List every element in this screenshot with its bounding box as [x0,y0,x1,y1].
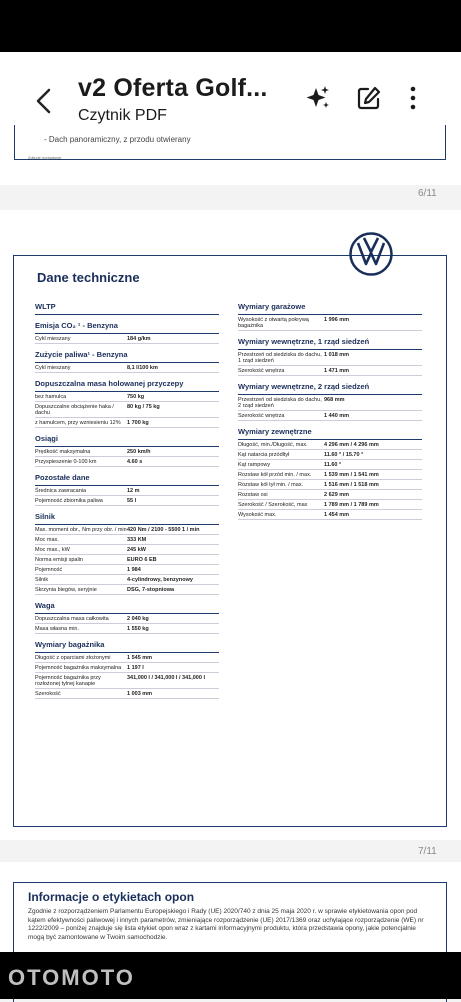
spec-row [238,350,422,366]
spec-label: Średnica zawracania [35,487,87,494]
spec-row [35,535,219,545]
more-vertical-icon[interactable] [402,85,424,111]
spec-label: Cykl mieszany [35,364,71,371]
spec-label: Max. moment obr., Nm przy obr. / min [35,526,127,533]
spec-section-header: Wymiary zewnętrzne [238,425,422,440]
spec-row [238,395,422,411]
spec-row [35,545,219,555]
spec-value: 11.60 ° [324,461,342,468]
spec-label: Masa własna min. [35,625,80,632]
spec-row [238,366,422,376]
spec-row [35,486,219,496]
spec-value: 4.60 s [127,458,143,465]
tyre-info-title: Informacje o etykietach opon [28,890,195,904]
spec-row [35,585,219,595]
spec-label: Kąt natarcia przódltył [238,451,290,458]
spec-section-header: Wymiary wewnętrzne, 2 rząd siedzeń [238,380,422,395]
spec-row [238,440,422,450]
spec-row [35,653,219,663]
spec-label: Szerokość [35,690,61,697]
spec-value: 184 g/km [127,335,151,342]
spec-row [238,500,422,510]
spec-label: Pojemność bagażnika maksymalna [35,664,122,671]
spec-value: 1 440 mm [324,412,350,419]
spec-value: 4 296 mm / 4 296 mm [324,441,379,448]
spec-value: 1 516 mm / 1 518 mm [324,481,379,488]
spec-value: 2 040 kg [127,615,149,622]
app-bar [0,52,461,135]
spec-value: 1 789 mm / 1 789 mm [324,501,379,508]
spec-value: 245 kW [127,546,146,553]
spec-row [238,460,422,470]
spec-row [35,418,219,428]
pdf-page-6 [0,135,461,185]
spec-label: Pojemność zbiornika paliwa [35,497,103,504]
spec-value: 1 003 mm [127,690,153,697]
spec-label: Przyspieszenie 0-100 km [35,458,97,465]
spec-value: 55 l [127,497,137,504]
spec-label: Dopuszczalna masa całkowita [35,615,109,622]
spec-value: 1 700 kg [127,419,149,426]
spec-row [35,565,219,575]
status-bar [0,0,461,52]
spec-label: Pojemność bagażnika przy rozłożonej tylnej kanapie [35,674,101,687]
spec-row [238,450,422,460]
spec-value: DSG, 7-stopniowa [127,586,175,593]
app-subtitle: Czytnik PDF [78,107,167,124]
document-title: v2 Oferta Golf... [78,74,268,102]
spec-label: Wysokość max. [238,511,277,518]
spec-value: 968 mm [324,396,345,403]
spec-value: 8,1 l/100 km [127,364,158,371]
section-title: Dane techniczne [37,270,140,285]
spec-value: 1 545 mm [127,654,153,661]
spec-label: Cykl mieszany [35,335,71,342]
back-arrow-icon[interactable] [30,86,60,116]
spec-label: z hamulcem, przy wzniesieniu 12% [35,419,121,426]
spec-row [238,470,422,480]
spec-section-header: Pozostałe dane [35,471,219,486]
spec-row [238,411,422,421]
spec-label: Rozstaw osi [238,491,268,498]
spec-row [35,525,219,535]
spec-section-header: Wymiary garażowe [238,300,422,315]
spec-label: Szerokość wnętrza [238,412,285,419]
page-number-7: 7/11 [418,846,437,857]
spec-row [35,614,219,624]
spec-value: 750 kg [127,393,145,400]
spec-row [35,555,219,565]
spec-value: 341,000 l / 341,000 l / 341,000 l [127,674,205,681]
spec-row [35,689,219,699]
spec-label: Skrzynia biegów, seryjnie [35,586,97,593]
spec-value: 1 539 mm / 1 541 mm [324,471,379,478]
spec-row [35,334,219,344]
pdf-page-7 [0,210,461,840]
spec-value: 1 197 l [127,664,144,671]
tyre-info-text: Zgodnie z rozporządzeniem Parlamentu Europejskiego i Rady (UE) 2020/740 z dnia 25 maja 2020 r. w sprawie etykietowania opon pod kątem efektywności paliwowej i innych parametrów, zmieniające rozporządzenie (UE) 2017/1369 oraz uchylające rozporządzenie (WE) nr 1222/2009 – poniżej znajduje się lista etykiet opon wraz z kartami informacyjnymi produktu, która przedstawia opony, jakie potencjalnie mogą być zamontowane w Twoim samochodzie. [28,908,424,941]
vw-logo-icon [349,232,393,276]
spec-value: 333 KM [127,536,147,543]
otomoto-logo: OTOMOTO [8,965,135,990]
spec-label: Długość z oparciami złożonymi [35,654,111,661]
spec-label: Norma emisji spalin [35,556,83,563]
spec-column-left [35,296,219,699]
spec-label: Silnik [35,576,49,583]
spec-row [35,575,219,585]
spec-value: 11.60 ° / 15.70 ° [324,451,364,458]
spec-row [35,457,219,467]
watermark-bar [0,952,461,999]
spec-label: bez hamulca [35,393,67,400]
spec-section-header: Emisja CO₂ ¹ - Benzyna [35,319,219,334]
spec-section-header: Wymiary bagażnika [35,638,219,653]
pdf-page-8 [0,862,461,952]
spec-label: Szerokość / Szerokość, max [238,501,308,508]
feature-text: - Dach panoramiczny, z przodu otwierany [44,135,191,144]
spec-section-header: Zużycie paliwa¹ - Benzyna [35,348,219,363]
spec-value: 1 996 mm [324,316,350,323]
spec-label: Rozstaw kół tył min. / max. [238,481,304,488]
spec-row [35,663,219,673]
spec-row [238,510,422,520]
spec-value: 4-cylindrowy, benzynowy [127,576,193,583]
spec-row [35,624,219,634]
spec-column-right [238,296,422,520]
spec-row [35,392,219,402]
ai-sparkle-icon[interactable] [305,85,331,111]
spec-label: Szerokość wnętrza [238,367,285,374]
spec-row [35,673,219,689]
spec-value: EURO 6 EB [127,556,157,563]
spec-value: 250 km/h [127,448,151,455]
edit-icon[interactable] [356,85,382,111]
spec-label: Pojemność [35,566,63,573]
spec-section-header: Dopuszczalna masa holowanej przyczepy [35,377,219,392]
spec-row [238,315,422,331]
spec-label: Długość, min./Długość, max. [238,441,308,448]
spec-section-header: Silnik [35,510,219,525]
spec-label: Przestrzeń od siedziska do dachu, 2 rząd siedzeń [238,396,322,409]
spec-row [238,480,422,490]
spec-label: Przestrzeń od siedziska do dachu, 1 rząd siedzeń [238,351,322,364]
spec-label: Kąt rampowy [238,461,271,468]
spec-section-header: WLTP [35,300,219,315]
spec-value: 1 018 mm [324,351,350,358]
page-number-6: 6/11 [418,188,437,199]
spec-section-header: Wymiary wewnętrzne, 1 rząd siedzeń [238,335,422,350]
spec-row [35,402,219,418]
spec-value: 1 984 [127,566,141,573]
spec-value: 1 471 mm [324,367,350,374]
spec-value: 2 629 mm [324,491,350,498]
spec-value: 420 Nm / 2100 - 5500 1 / min [127,526,200,533]
spec-label: Moc max. [35,536,59,543]
spec-label: Wysokość z otwartą pokrywą bagażnika [238,316,309,329]
spec-row [35,496,219,506]
spec-value: 1 550 kg [127,625,149,632]
spec-label: Rozstaw kół przód min. / max. [238,471,312,478]
spec-row [35,447,219,457]
spec-value: 12 m [127,487,140,494]
spec-section-header: Osiągi [35,432,219,447]
spec-label: Dopuszczalne obciążenie haka / dachu [35,403,114,416]
spec-label: Moc max., kW [35,546,70,553]
spec-value: 1 454 mm [324,511,350,518]
spec-row [35,363,219,373]
spec-section-header: Waga [35,599,219,614]
image-note: Zdjęcie poglądowe [28,155,62,160]
spec-label: Prędkość maksymalna [35,448,91,455]
spec-value: 80 kg / 75 kg [127,403,160,410]
spec-row [238,490,422,500]
